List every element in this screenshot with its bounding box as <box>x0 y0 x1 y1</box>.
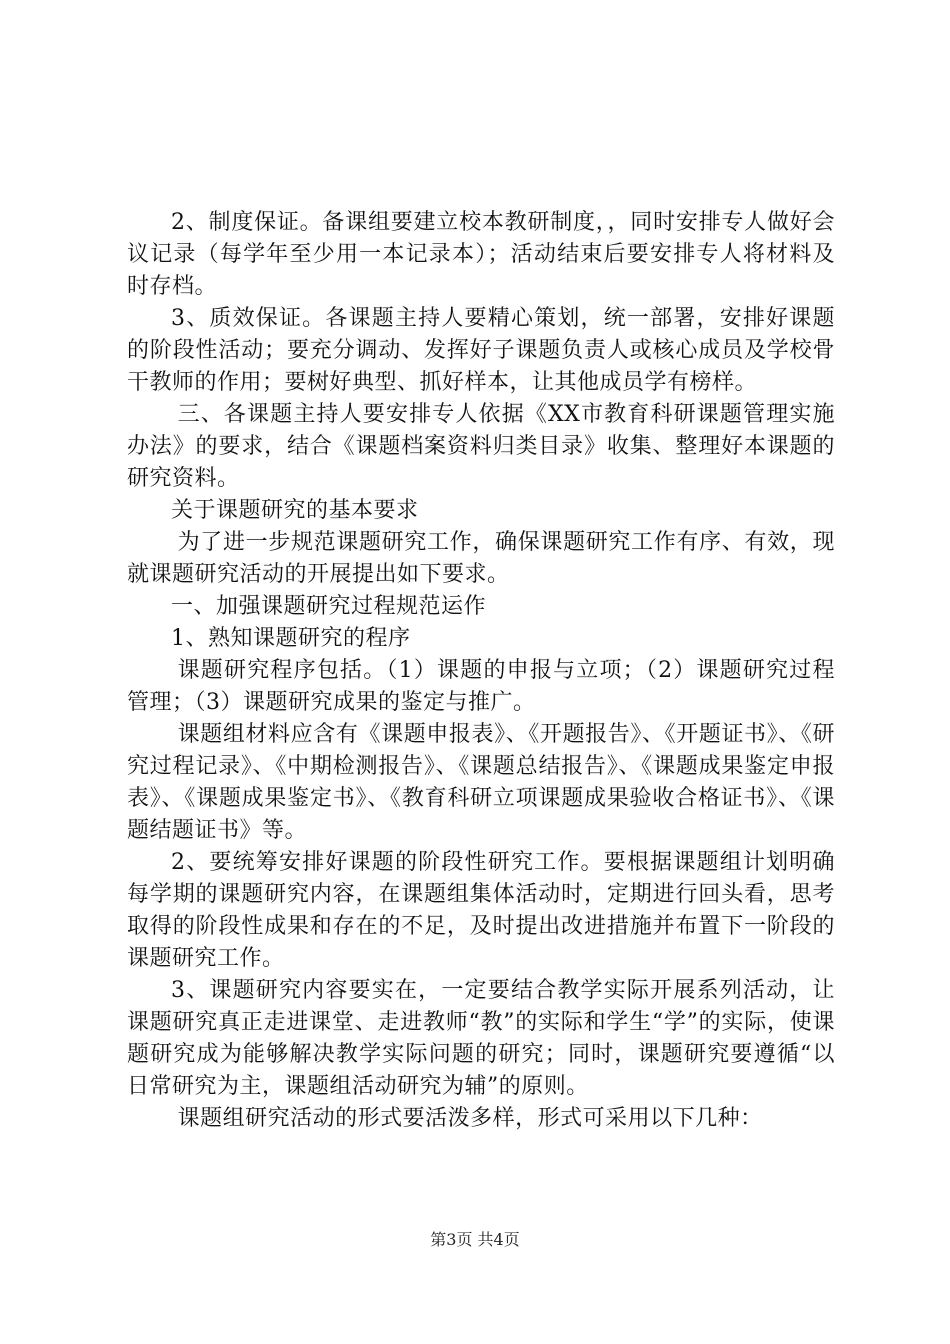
paragraph-stage-work: 2、要统筹安排好课题的阶段性研究工作。要根据课题组计划明确每学期的课题研究内容，在课题组集体活动时，定期进行回头看，思考取得的阶段性成果和存在的不足，及时提出改进措施并布置下一阶段的课题研究工作。 <box>127 850 835 971</box>
paragraph-archive-requirement: 三、各课题主持人要安排专人依据《XX市教育科研课题管理实施办法》的要求，结合《课题档案资料归类目录》收集、整理好本课题的研究资料。 <box>127 402 835 491</box>
paragraph-intro: 为了进一步规范课题研究工作，确保课题研究工作有序、有效，现就课题研究活动的开展提出如下要求。 <box>127 530 835 587</box>
document-body <box>127 207 835 1135</box>
subheading-process: 一、加强课题研究过程规范运作 <box>171 594 487 619</box>
page-footer <box>0 1227 950 1250</box>
paragraph-content-requirement: 3、课题研究内容要实在，一定要结合教学实际开展系列活动，让课题研究真正走进课堂、走进教师“教”的实际和学生“学”的实际，使课题研究成为能够解决教学实际问题的研究；同时，课题研究要遵循“以日常研究为主，课题组活动研究为辅”的原则。 <box>127 978 835 1099</box>
paragraph-quality-guarantee: 3、质效保证。各课题主持人要精心策划，统一部署，安排好课题的阶段性活动；要充分调动、发挥好子课题负责人或核心成员及学校骨干教师的作用；要树好典型、抓好样本，让其他成员学有榜样。 <box>127 306 835 395</box>
paragraph-activity-forms: 课题组研究活动的形式要活泼多样，形式可采用以下几种： <box>177 1106 763 1131</box>
page-number: 第3页 共4页 <box>430 1230 520 1249</box>
paragraph-procedure: 课题研究程序包括。（1）课题的申报与立项；（2）课题研究过程管理；（3）课题研究成果的鉴定与推广。 <box>127 658 835 715</box>
subheading-procedure: 1、熟知课题研究的程序 <box>171 626 411 651</box>
section-heading: 关于课题研究的基本要求 <box>171 498 419 523</box>
paragraph-materials: 课题组材料应含有《课题申报表》、《开题报告》、《开题证书》、《研究过程记录》、《中期检测报告》、《课题总结报告》、《课题成果鉴定申报表》、《课题成果鉴定书》、《教育科研立项课题成果验收合格证书》、《课题结题证书》等。 <box>127 722 835 843</box>
paragraph-system-guarantee: 2、制度保证。备课组要建立校本教研制度，，同时安排专人做好会议记录（每学年至少用一本记录本）；活动结束后要安排专人将材料及时存档。 <box>127 210 835 299</box>
